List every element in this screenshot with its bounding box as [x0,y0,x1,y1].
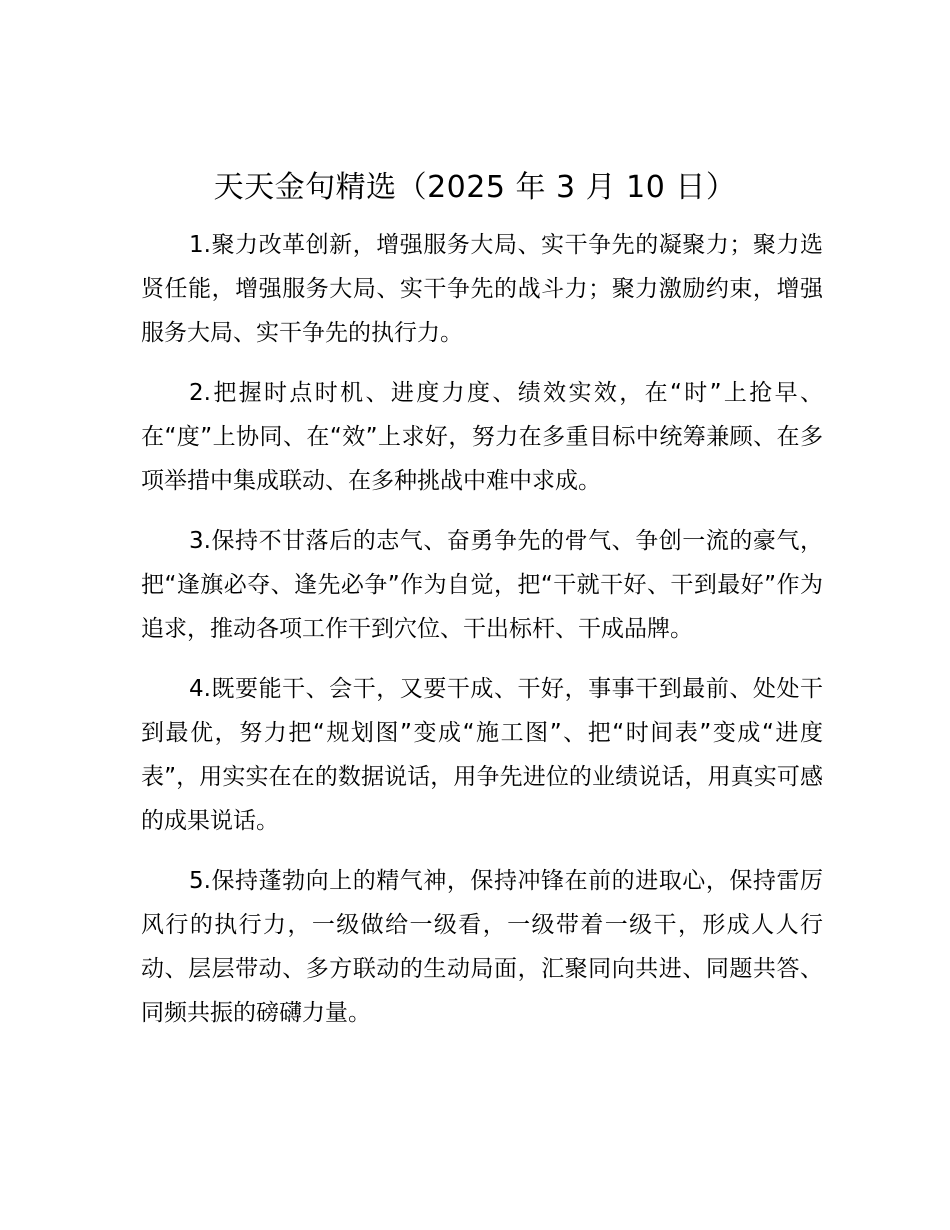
paragraph-4: 4.既要能干、会干，又要干成、干好，事事干到最前、处处干到最优，努力把“规划图”变成“施工图”、把“时间表”变成“进度表”，用实实在在的数据说话，用争先进位的业绩说话，用真实可感的成果说话。 [141,676,823,834]
document-title: 天天金句精选（2025 年 3 月 10 日） [213,170,737,205]
paragraph-2: 2.把握时点时机、进度力度、绩效实效，在“时”上抢早、在“度”上协同、在“效”上求好，努力在多重目标中统筹兼顾、在多项举措中集成联动、在多种挑战中难中求成。 [141,380,823,494]
paragraph-5: 5.保持蓬勃向上的精气神，保持冲锋在前的进取心，保持雷厉风行的执行力，一级做给一级看，一级带着一级干，形成人人行动、层层带动、多方联动的生动局面，汇聚同向共进、同题共答、同频共振的磅礴力量。 [141,868,823,1026]
paragraph-3: 3.保持不甘落后的志气、奋勇争先的骨气、争创一流的豪气，把“逢旗必夺、逢先必争”作为自觉，把“干就干好、干到最好”作为追求，推动各项工作干到穴位、干出标杆、干成品牌。 [141,528,823,642]
document-body [141,223,823,1051]
paragraph-1: 1.聚力改革创新，增强服务大局、实干争先的凝聚力；聚力选贤任能，增强服务大局、实干争先的战斗力；聚力激励约束，增强服务大局、实干争先的执行力。 [141,232,823,346]
